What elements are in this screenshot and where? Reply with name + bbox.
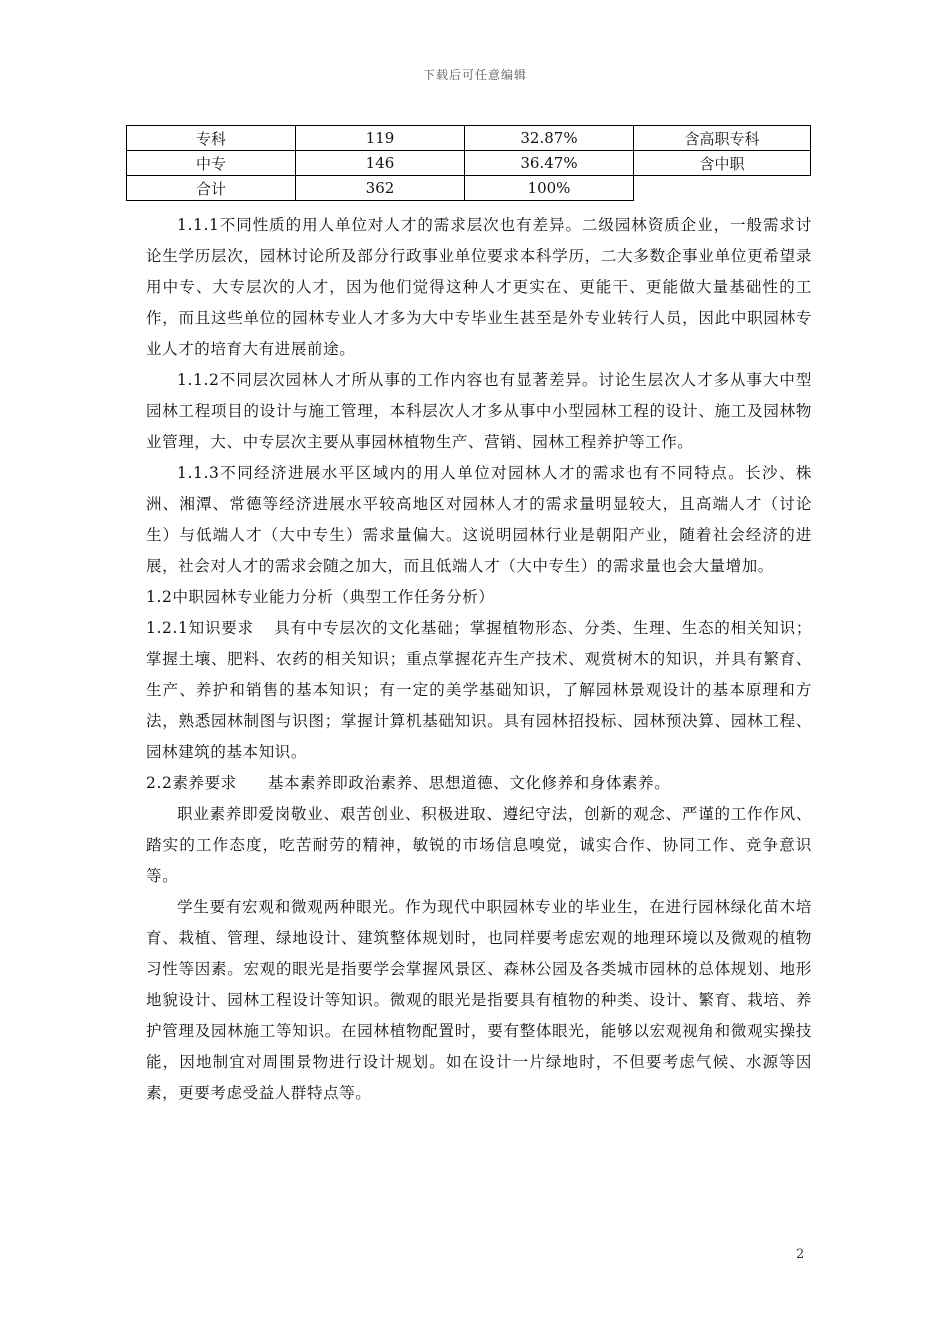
table-cell: 中专 <box>127 151 296 176</box>
table-cell: 专科 <box>127 126 296 151</box>
document-body <box>146 210 812 1109</box>
page-header: 下载后可任意编辑 <box>422 68 527 82</box>
page-number: 2 <box>796 1247 805 1262</box>
paragraph-text: 基本素养即政治素养、思想道德、文化修养和身体素养。 <box>267 774 671 792</box>
paragraph-1-1-1: 1.1.1不同性质的用人单位对人才的需求层次也有差异。二级园林资质企业，一般需求讨论生学历层次，园林讨论所及部分行政事业单位要求本科学历，二大多数企事业单位更希望录用中专、大专层次的人才，因为他们觉得这种人才更实在、更能干、更能做大量基础性的工作，而且这些单位的园林专业人才多为大中专毕业生甚至是外专业转行人员，因此中职园林专业人才的培育大有进展前途。 <box>146 216 812 358</box>
paragraph-professional-literacy: 职业素养即爱岗敬业、艰苦创业、积极进取、遵纪守法，创新的观念、严谨的工作作风、踏实的工作态度，吃苦耐劳的精神，敏锐的市场信息嗅觉，诚实合作、协同工作、竞争意识等。 <box>146 805 812 885</box>
education-stats-table <box>126 125 811 201</box>
paragraph-label: 2.2素养要求 <box>146 774 237 792</box>
paragraph-label: 1.2.1知识要求 <box>146 619 254 637</box>
table-cell: 含中职 <box>634 151 811 176</box>
table-cell: 100% <box>465 176 634 201</box>
table-cell-empty <box>634 176 811 201</box>
table-cell: 362 <box>296 176 465 201</box>
table-row <box>127 151 811 176</box>
paragraph-literacy-requirements <box>146 768 812 799</box>
paragraph-knowledge-requirements <box>146 613 812 768</box>
table-cell: 含高职专科 <box>634 126 811 151</box>
paragraph-macro-micro-vision: 学生要有宏观和微观两种眼光。作为现代中职园林专业的毕业生，在进行园林绿化苗木培育、栽植、管理、绿地设计、建筑整体规划时，也同样要考虑宏观的地理环境以及微观的植物习性等因素。宏观的眼光是指要学会掌握风景区、森林公园及各类城市园林的总体规划、地形地貌设计、园林工程设计等知识。微观的眼光是指要具有植物的种类、设计、繁育、栽培、养护管理及园林施工等知识。在园林植物配置时，要有整体眼光，能够以宏观视角和微观实操技能，因地制宜对周围景物进行设计规划。如在设计一片绿地时，不但要考虑气候、水源等因素，更要考虑受益人群特点等。 <box>146 898 812 1102</box>
table-cell: 36.47% <box>465 151 634 176</box>
table-row <box>127 126 811 151</box>
section-heading-1-2: 1.2中职园林专业能力分析（典型工作任务分析） <box>146 588 495 606</box>
table-cell: 32.87% <box>465 126 634 151</box>
table-cell: 146 <box>296 151 465 176</box>
table-row <box>127 176 811 201</box>
paragraph-text: 具有中专层次的文化基础；掌握植物形态、分类、生理、生态的相关知识；掌握土壤、肥料、农药的相关知识；重点掌握花卉生产技术、观赏树木的知识，并具有繁育、生产、养护和销售的基本知识；有一定的美学基础知识，了解园林景观设计的基本原理和方法，熟悉园林制图与识图；掌握计算机基础知识。具有园林招投标、园林预决算、园林工程、园林建筑的基本知识。 <box>146 619 812 761</box>
paragraph-1-1-3: 1.1.3不同经济进展水平区域内的用人单位对园林人才的需求也有不同特点。长沙、株洲、湘潭、常德等经济进展水平较高地区对园林人才的需求量明显较大，且高端人才（讨论生）与低端人才（大中专生）需求量偏大。这说明园林行业是朝阳产业，随着社会经济的进展，社会对人才的需求会随之加大，而且低端人才（大中专生）的需求量也会大量增加。 <box>146 464 812 575</box>
table-cell: 合计 <box>127 176 296 201</box>
table-cell: 119 <box>296 126 465 151</box>
paragraph-1-1-2: 1.1.2不同层次园林人才所从事的工作内容也有显著差异。讨论生层次人才多从事大中型园林工程项目的设计与施工管理，本科层次人才多从事中小型园林工程的设计、施工及园林物业管理，大、中专层次主要从事园林植物生产、营销、园林工程养护等工作。 <box>146 371 812 451</box>
